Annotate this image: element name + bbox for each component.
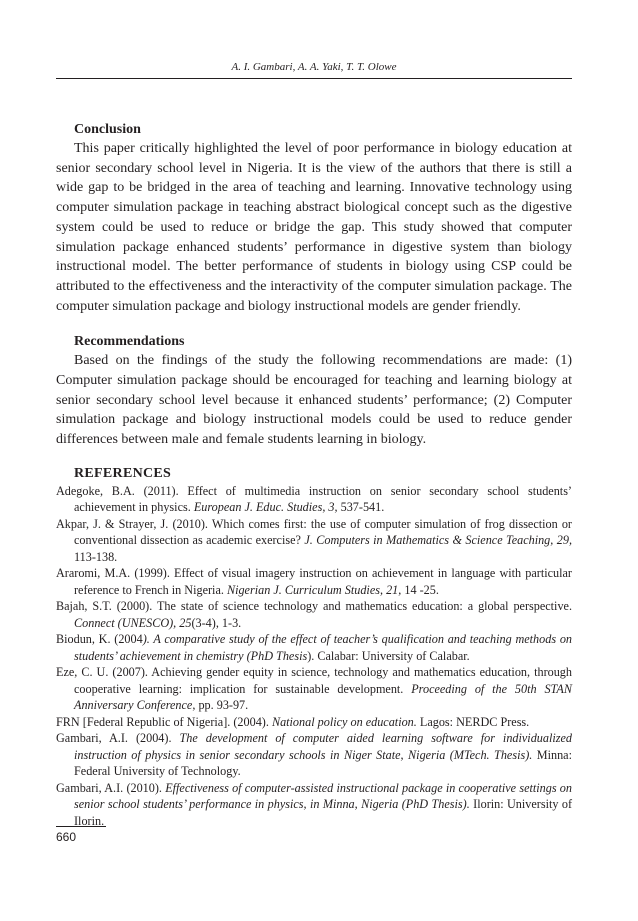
header-rule [56, 78, 572, 79]
recommendations-heading: Recommendations [74, 334, 185, 350]
running-head: A. I. Gambari, A. A. Yaki, T. T. Olowe [231, 61, 397, 73]
conclusion-paragraph: This paper critically highlighted the level of poor performance in biology education at senior secondary school level in Nigeria. It is the view of the authors that there is still a wide gap to be bridged in the area of teaching and learning. Innovative technology using computer simulation package in teaching abstract biological concept such as the digestive system could be used to reduce or bridge the gap. This study showed that computer simulation package enhanced students’ performance in digestive system than biology instructional model. The better performance of students in biology using CSP could be attributed to the effectiveness and the interactivity of the computer simulation package. The computer simulation package and biology instructional models are gender friendly. [56, 141, 572, 314]
reference-item: Adegoke, B.A. (2011). Effect of multimedia instruction on senior secondary school students’ achievement in physics. European J. Educ. Studies, 3, 537-541. [56, 483, 572, 515]
page-content [56, 120, 572, 829]
references-list [56, 483, 572, 830]
footer-rule [56, 826, 106, 827]
reference-item: Eze, C. U. (2007). Achieving gender equity in science, technology and mathematics education, through cooperative learning: implication for sustainable development. Proceeding of the 50th STAN Anniversary Conference, pp. 93-97. [56, 665, 572, 713]
page-number: 660 [56, 830, 77, 844]
reference-item: Akpar, J. & Strayer, J. (2010). Which comes first: the use of computer simulation of frog dissection or conventional dissection as academic exercise? J. Computers in Mathematics & Science Teaching, 29, 113-138. [56, 516, 572, 564]
conclusion-heading: Conclusion [74, 122, 141, 137]
reference-item: Araromi, M.A. (1999). Effect of visual imagery instruction on achievement in language with particular reference to French in Nigeria. Nigerian J. Curriculum Studies, 21, 14 -25. [56, 566, 572, 597]
recommendations-paragraph: Based on the findings of the study the following recommendations are made: (1) Computer simulation package should be encouraged for teaching and learning biology at senior secondary school level because it enhanced students’ performance; (2) Computer simulation package and biology instructional models could be used to reduce gender differences between male and female students learning in biology. [56, 353, 572, 448]
reference-item: Bajah, S.T. (2000). The state of science technology and mathematics education: a global perspective. Connect (UNESCO), 25(3-4), 1-3. [56, 599, 572, 630]
reference-item: Gambari, A.I. (2004). The development of computer aided learning software for individualized instruction of physics in senior secondary schools in Niger State, Nigeria (MTech. Thesis). Minna: Federal University of Technology. [56, 731, 572, 779]
reference-item: FRN [Federal Republic of Nigeria]. (2004). National policy on education. Lagos: NERDC Press. [56, 714, 530, 729]
reference-item: Gambari, A.I. (2010). Effectiveness of computer-assisted instructional package in cooperative settings on senior school students’ performance in physics, in Minna, Nigeria (PhD Thesis). Ilorin: University of Ilorin. [56, 780, 572, 828]
references-heading: REFERENCES [74, 465, 172, 481]
reference-item: Biodun, K. (2004). A comparative study of the effect of teacher’s qualification and teaching methods on students’ achievement in chemistry (PhD Thesis). Calabar: University of Calabar. [56, 632, 573, 663]
